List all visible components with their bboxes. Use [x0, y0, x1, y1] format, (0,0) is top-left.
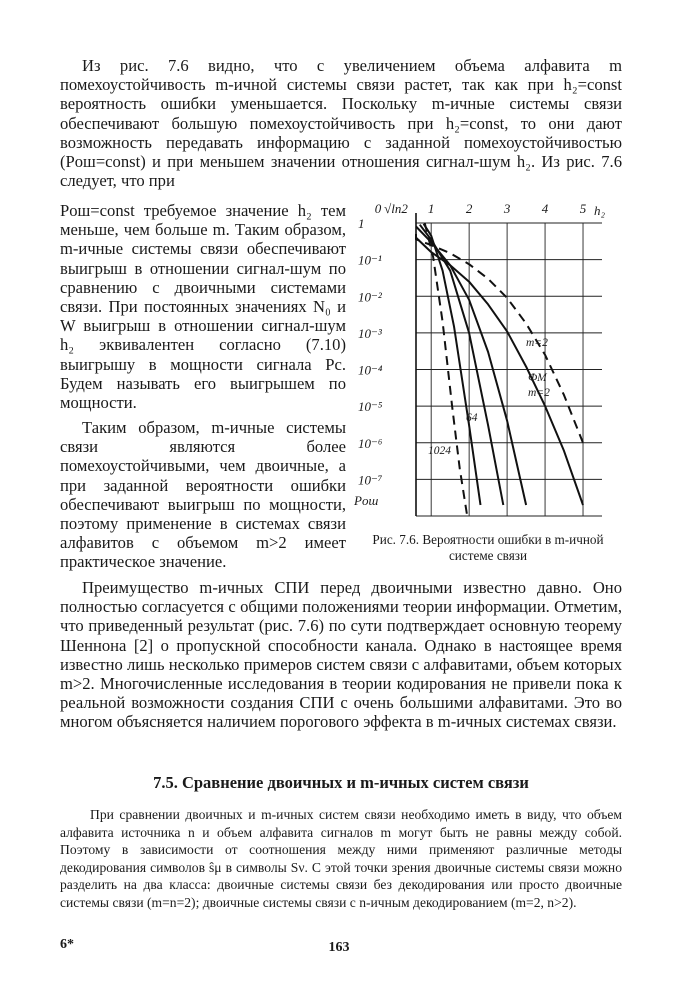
- x-tick-label: 4: [541, 201, 549, 216]
- paragraph-3: Таким образом, m-ичные системы связи являются более помехоустойчивыми, чем двоичные, а при заданной вероятности ошибки обеспечивают выигрыш по мощности, поэтому применение в системах связи алфавитов с объемом m>2 имеет практическое значение.: [60, 418, 346, 572]
- y-tick-label: 10⁻²: [358, 289, 382, 305]
- x-tick-label: 2: [465, 201, 473, 216]
- section-title: 7.5. Сравнение двоичных и m-ичных систем связи: [153, 773, 529, 792]
- curve-label: m=2: [526, 337, 548, 349]
- y-tick-label: 10⁻⁴: [358, 362, 383, 378]
- curve-label: 1024: [428, 445, 451, 457]
- series-line: [416, 227, 526, 506]
- paragraph-5: При сравнении двоичных и m-ичных систем связи необходимо иметь в виду, что объем алфавита источника n и объем алфавита сигналов m могут быть не равны между собой. Поэтому в зависимости от соотношения между ними применяют различные методы декодирования символов ŝμ в символы Sν. С этой точки зрения двоичные системы связи можно разделить на два класса: двоичные системы связи без декодирования или просто двоичные системы связи (m=n=2); двоичные системы связи с n-ичным декодированием (m=2, n>2).: [60, 807, 622, 910]
- x-tick-label: 3: [503, 201, 511, 216]
- y-tick-label: 10⁻⁵: [358, 399, 383, 415]
- x-tick-label: 5: [579, 201, 587, 216]
- figure-caption: Рис. 7.6. Вероятности ошибки в m-ичной системе связи: [372, 532, 604, 563]
- curve-label: m=2: [528, 387, 550, 399]
- paragraph-1: Из рис. 7.6 видно, что с увеличением объема алфавита m помехоустойчивость m-ичной системы связи растет, так как при h₂=const вероятность ошибки уменьшается. Поскольку m-ичные системы связи обеспечивают большую помехоустойчивость при h₂=const, то они дают возможность передавать информацию с заданной помехоустойчивостью (Pош=const) и при меньшем значении отношения сигнал-шум h₂. Из рис. 7.6 следует, что при: [60, 56, 622, 191]
- curve-label: ФМ: [528, 372, 547, 384]
- x-tick-label: 1: [427, 201, 435, 216]
- paragraph-4: Преимущество m-ичных СПИ перед двоичными известно давно. Оно полностью согласуется с общими положениями теории информации. Отметим, что приведенный результат (рис. 7.6) по сути подтверждает основную теорему Шеннона [2] о пропускной способности канала. Однако в настоящее время известно лишь несколько примеров систем связи с алфавитами, объем которых m>2. Многочисленные исследования в теории кодирования не привели пока к реальной возможности создания СПИ с очень большими алфавитами. Это во многом объясняется наличием порогового эффекта в m-ичных системах связи.: [60, 578, 622, 732]
- signature-mark: 6*: [60, 937, 74, 952]
- x-tick-label: √ln2: [384, 201, 408, 216]
- y-tick-label: 10⁻¹: [358, 252, 382, 268]
- y-tick-label: 10⁻⁶: [358, 435, 383, 451]
- y-axis-label: Pош: [354, 493, 379, 508]
- error-probability-chart: [350, 196, 625, 528]
- curve-label: 64: [466, 412, 478, 424]
- x-axis-label: h₂: [594, 203, 606, 218]
- series-line: [416, 238, 583, 505]
- paragraph-2: Pош=const требуемое значение h₂ тем меньше, чем больше m. Таким образом, m-ичные системы связи обеспечивают выигрыш в отношении сигнал-шум по сравнению с двоичными системами связи. При постоянных значениях N₀ и W выигрыш в отношении сигнал-шум h₂ эквивалентен согласно (7.10) выигрышу в мощности сигнала Pc. Будем называть его выигрышем по мощности.: [60, 201, 346, 413]
- y-tick-label: 10⁻³: [358, 325, 382, 341]
- y-tick-label: 10⁻⁷: [358, 472, 383, 488]
- x-tick-label: 0: [374, 201, 382, 216]
- page-number: 163: [328, 940, 350, 955]
- figure-7-6: [350, 196, 625, 568]
- y-tick-label: 1: [358, 216, 365, 231]
